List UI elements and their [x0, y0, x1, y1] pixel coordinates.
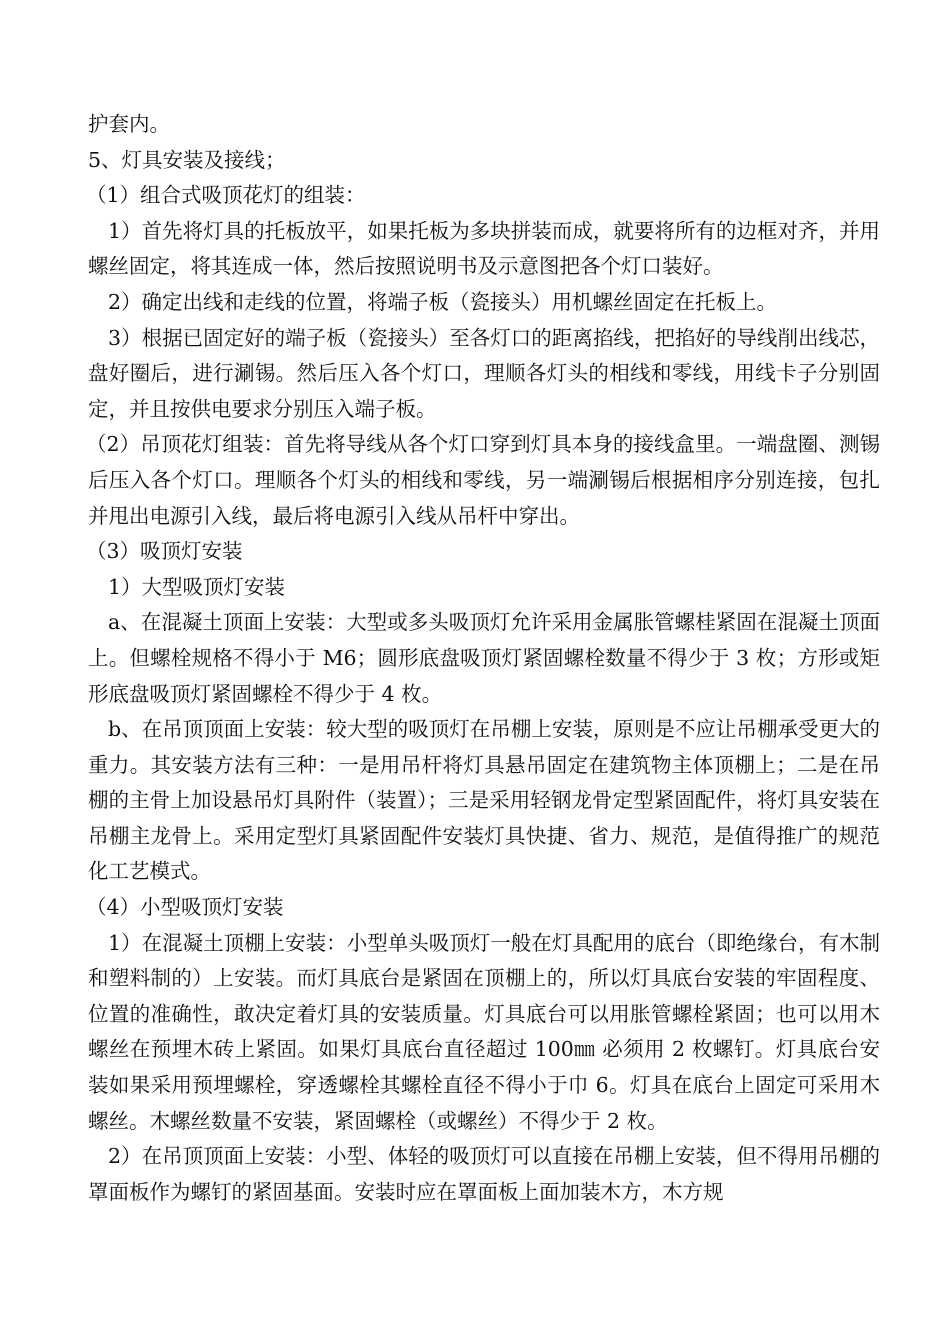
paragraph-item-a: a、在混凝土顶面上安装：大型或多头吸顶灯允许采用金属胀管螺桂紧固在混凝土顶面上。但螺栓规格不得小于 M6；圆形底盘吸顶灯紧固螺栓数量不得少于 3 枚；方形或矩形底盘吸顶灯紧固螺栓不得少于 4 枚。	[88, 610, 880, 706]
subsection-heading-1: （1）组合式吸顶花灯的组装：	[86, 183, 366, 208]
paragraph-pendant-lamp-assembly: （2）吊顶花灯组装：首先将导线从各个灯口穿到灯具本身的接线盒里。一端盘圈、测锡后压入各个灯口。理顺各个灯头的相线和零线，另一端涮锡后根据相序分别连接，包扎并甩出电源引入线，最后将电源引入线从吊杆中穿出。	[86, 432, 880, 528]
subsection-heading-3: （3）吸顶灯安装	[86, 539, 243, 564]
paragraph-small-lamp-ceiling: 2）在吊顶顶面上安装：小型、体轻的吸顶灯可以直接在吊棚上安装，但不得用吊棚的罩面板作为螺钉的紧固基面。安装时应在罩面板上面加装木方，木方规	[88, 1144, 880, 1204]
document-body	[88, 107, 880, 1210]
section-heading-5: 5、灯具安装及接线；	[88, 147, 286, 172]
sub-heading-large-ceiling-lamp: 1）大型吸顶灯安装	[108, 574, 286, 599]
subsection-heading-4: （4）小型吸顶灯安装	[86, 895, 284, 920]
paragraph-step-1: 1）首先将灯具的托板放平，如果托板为多块拼装而成，就要将所有的边框对齐，并用螺丝固定，将其连成一体，然后按照说明书及示意图把各个灯口装好。	[88, 218, 880, 279]
paragraph-small-lamp-concrete: 1）在混凝土顶棚上安装：小型单头吸顶灯一般在灯具配用的底台（即绝缘台，有木制和塑料制的）上安装。而灯具底台是紧固在顶棚上的，所以灯具底台安装的牢固程度、位置的准确性，敢决定着灯具的安装质量。灯具底台可以用胀管螺栓紧固；也可以用木螺丝在预埋木砖上紧固。如果灯具底台直径超过 100㎜ 必须用 2 枚螺钉。灯具底台安装如果采用预埋螺栓，穿透螺栓其螺栓直径不得小于巾 6。灯具在底台上固定可采用木螺丝。木螺丝数量不安装，紧固螺栓（或螺丝）不得少于 2 枚。	[88, 930, 880, 1133]
paragraph-step-2: 2）确定出线和走线的位置，将端子板（瓷接头）用机螺丝固定在托板上。	[108, 289, 778, 314]
paragraph-step-3: 3）根据已固定好的端子板（瓷接头）至各灯口的距离掐线，把掐好的导线削出线芯，盘好圈后，进行涮锡。然后压入各个灯口，理顺各灯头的相线和零线，用线卡子分别固定，并且按供电要求分别压入端子板。	[88, 325, 880, 421]
paragraph-continuation: 护套内。	[88, 112, 170, 136]
paragraph-item-b: b、在吊顶顶面上安装：较大型的吸顶灯在吊棚上安装，原则是不应让吊棚承受更大的重力。其安装方法有三种：一是用吊杆将灯具悬吊固定在建筑物主体顶棚上；二是在吊棚的主骨上加设悬吊灯具附件（装置）；三是采用轻钢龙骨定型紧固配件，将灯具安装在吊棚主龙骨上。采用定型灯具紧固配件安装灯具快捷、省力、规范，是值得推广的规范化工艺模式。	[88, 717, 880, 884]
